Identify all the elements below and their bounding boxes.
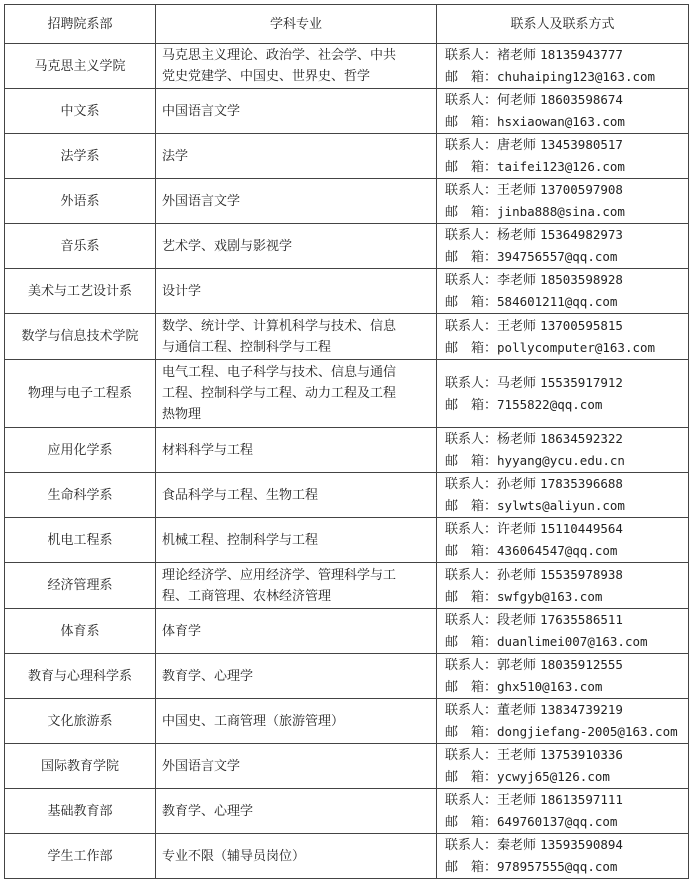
dept-cell: 教育与心理科学系 [5,654,156,699]
contact-email-line [445,856,686,878]
dept-cell: 机电工程系 [5,518,156,563]
contact-email: chuhaiping123@163.com [497,69,656,84]
contact-person-line [445,518,686,540]
contact-email: 7155822@qq.com [497,396,603,412]
contact-cell [437,563,689,609]
contact-person-line [445,44,686,66]
contact-person-line [445,834,686,856]
email-label: 邮 箱： [445,295,498,310]
table-row [5,654,689,699]
contact-name: 王老师 [497,183,537,198]
contact-email: taifei123@126.com [497,159,625,174]
email-label: 邮 箱： [445,115,498,130]
contact-email: pollycomputer@163.com [497,339,656,355]
contact-person-line [445,699,686,721]
contact-person-line [445,744,686,766]
contact-name: 孙老师 [497,567,537,583]
contact-label: 联系人： [445,93,498,108]
dept-cell: 物理与电子工程系 [5,360,156,428]
contact-email-line [445,631,686,653]
contact-label: 联系人： [445,703,498,718]
contact-cell [437,314,689,360]
subject-cell [156,428,437,473]
contact-phone: 15364982973 [540,227,623,242]
table-row [5,314,689,360]
contact-cell [437,654,689,699]
subject-cell [156,473,437,518]
contact-label: 联系人： [445,748,498,763]
subject-line: 专业不限（辅导员岗位） [162,848,306,864]
contact-cell [437,134,689,179]
subject-cell [156,314,437,360]
contact-person-line [445,564,686,586]
contact-cell [437,224,689,269]
contact-label: 联系人： [445,183,498,198]
contact-label: 联系人： [445,658,498,673]
contact-name: 郭老师 [497,658,537,673]
contact-label: 联系人： [445,318,498,334]
email-label: 邮 箱： [445,725,498,740]
contact-cell [437,89,689,134]
subject-line: 热物理 [162,407,202,422]
contact-phone: 13593590894 [540,837,623,852]
contact-email-line [445,246,686,268]
subject-cell [156,134,437,179]
email-label: 邮 箱： [445,160,498,175]
contact-label: 联系人： [445,48,498,63]
table-row [5,428,689,473]
dept-cell: 生命科学系 [5,473,156,518]
dept-cell: 基础教育部 [5,789,156,834]
contact-name: 段老师 [497,613,537,628]
contact-email-line [445,495,686,517]
subject-line: 外国语言文学 [162,758,241,774]
contact-cell [437,789,689,834]
subject-line: 工程、控制科学与工程、动力工程及工程 [162,386,397,401]
contact-phone: 18503598928 [540,272,623,287]
subject-line: 电气工程、电子科学与技术、信息与通信 [162,365,397,380]
contact-person-line [445,315,686,337]
dept-cell: 经济管理系 [5,563,156,609]
contact-phone: 17835396688 [540,476,623,491]
contact-email: 584601211@qq.com [497,294,618,309]
subject-line: 材料科学与工程 [162,442,254,458]
dept-cell: 文化旅游系 [5,699,156,744]
contact-phone: 13834739219 [540,702,623,717]
dept-cell: 法学系 [5,134,156,179]
contact-person-line [445,789,686,811]
contact-person-line [445,179,686,201]
contact-name: 秦老师 [497,838,537,853]
email-label: 邮 箱： [445,250,498,265]
contact-person-line [445,134,686,156]
contact-label: 联系人： [445,228,498,243]
contact-cell [437,699,689,744]
dept-cell: 美术与工艺设计系 [5,269,156,314]
contact-phone: 18603598674 [540,92,623,107]
email-label: 邮 箱： [445,770,498,785]
table-row [5,473,689,518]
subject-line: 体育学 [162,623,202,639]
subject-line: 理论经济学、应用经济学、管理科学与工 [162,567,397,583]
contact-cell [437,518,689,563]
contact-name: 李老师 [497,273,537,288]
header-row [5,5,689,44]
contact-name: 唐老师 [497,138,537,153]
contact-name: 马老师 [497,375,537,391]
contact-phone: 13753910336 [540,747,623,762]
contact-name: 王老师 [497,748,537,763]
contact-person-line [445,269,686,291]
contact-person-line [445,473,686,495]
contact-phone: 18035912555 [540,657,623,672]
subject-cell [156,744,437,789]
dept-cell: 数学与信息技术学院 [5,314,156,360]
table-row [5,563,689,609]
email-label: 邮 箱： [445,589,498,605]
contact-label: 联系人： [445,567,498,583]
contact-email: jinba888@sina.com [497,204,625,219]
subject-line: 教育学、心理学 [162,668,254,684]
contact-phone: 13700597908 [540,182,623,197]
contact-email: 649760137@qq.com [497,814,618,829]
header-subject: 学科专业 [156,5,437,44]
contact-name: 王老师 [497,318,537,334]
dept-cell: 马克思主义学院 [5,44,156,89]
contact-cell [437,360,689,428]
dept-cell: 国际教育学院 [5,744,156,789]
subject-cell [156,834,437,879]
subject-line: 机械工程、控制科学与工程 [162,532,319,548]
subject-cell [156,789,437,834]
subject-cell [156,224,437,269]
table-row [5,44,689,89]
table-row [5,89,689,134]
subject-line: 教育学、心理学 [162,803,254,819]
contact-email-line [445,676,686,698]
contact-email-line [445,111,686,133]
contact-email-line [445,156,686,178]
header-dept: 招聘院系部 [5,5,156,44]
email-label: 邮 箱： [445,499,498,514]
table-row [5,789,689,834]
contact-cell [437,179,689,224]
contact-label: 联系人： [445,375,498,391]
contact-cell [437,744,689,789]
contact-email-line [445,66,686,88]
email-label: 邮 箱： [445,815,498,830]
contact-email-line [445,394,686,416]
table-row [5,179,689,224]
subject-cell [156,179,437,224]
table-row [5,744,689,789]
subject-line: 党史党建学、中国史、世界史、哲学 [162,69,371,84]
contact-name: 董老师 [497,703,537,718]
contact-email: ycwyj65@126.com [497,769,610,784]
contact-label: 联系人： [445,273,498,288]
contact-person-line [445,428,686,450]
subject-line: 食品科学与工程、生物工程 [162,487,319,503]
table-row [5,134,689,179]
subject-cell [156,563,437,609]
subject-cell [156,269,437,314]
contact-name: 杨老师 [497,432,537,447]
table-row [5,834,689,879]
contact-email: dongjiefang-2005@163.com [497,724,678,739]
contact-email: swfgyb@163.com [497,588,603,604]
subject-cell [156,699,437,744]
contact-email: duanlimei007@163.com [497,634,648,649]
subject-line: 中国史、工商管理（旅游管理） [162,713,345,729]
subject-cell [156,360,437,428]
subject-cell [156,89,437,134]
email-label: 邮 箱： [445,340,498,356]
contact-label: 联系人： [445,838,498,853]
contact-person-line [445,89,686,111]
contact-email: sylwts@aliyun.com [497,498,625,513]
contact-phone: 18135943777 [540,47,623,62]
email-label: 邮 箱： [445,397,498,413]
contact-email-line [445,586,686,608]
subject-line: 中国语言文学 [162,103,241,119]
contact-label: 联系人： [445,522,498,537]
subject-line: 设计学 [162,283,202,299]
subject-cell [156,518,437,563]
contact-phone: 15110449564 [540,521,623,536]
contact-label: 联系人： [445,613,498,628]
dept-cell: 外语系 [5,179,156,224]
contact-email: hyyang@ycu.edu.cn [497,453,625,468]
contact-name: 孙老师 [497,477,537,492]
contact-name: 杨老师 [497,228,537,243]
contact-email: ghx510@163.com [497,679,603,694]
contact-email: 436064547@qq.com [497,543,618,558]
table-row [5,699,689,744]
contact-person-line [445,609,686,631]
email-label: 邮 箱： [445,680,498,695]
contact-email: hsxiaowan@163.com [497,114,625,129]
subject-cell [156,654,437,699]
contact-name: 褚老师 [497,48,537,63]
contact-name: 许老师 [497,522,537,537]
contact-phone: 15535978938 [540,566,623,582]
contact-email: 978957555@qq.com [497,859,618,874]
table-row [5,269,689,314]
contact-person-line [445,372,686,394]
subject-cell [156,44,437,89]
dept-cell: 中文系 [5,89,156,134]
contact-cell [437,269,689,314]
contact-email-line [445,721,686,743]
dept-cell: 学生工作部 [5,834,156,879]
subject-line: 艺术学、戏剧与影视学 [162,238,293,254]
contact-email-line [445,540,686,562]
table-row [5,609,689,654]
dept-cell: 音乐系 [5,224,156,269]
contact-label: 联系人： [445,793,498,808]
dept-cell: 体育系 [5,609,156,654]
contact-cell [437,428,689,473]
contact-phone: 18634592322 [540,431,623,446]
header-contact: 联系人及联系方式 [437,5,689,44]
contact-cell [437,609,689,654]
contact-phone: 13700595815 [540,317,623,333]
contact-phone: 18613597111 [540,792,623,807]
email-label: 邮 箱： [445,544,498,559]
subject-line: 程、工商管理、农林经济管理 [162,588,332,604]
email-label: 邮 箱： [445,454,498,469]
contact-email-line [445,201,686,223]
email-label: 邮 箱： [445,205,498,220]
contact-email-line [445,337,686,359]
email-label: 邮 箱： [445,860,498,875]
email-label: 邮 箱： [445,70,498,85]
contact-phone: 17635586511 [540,612,623,627]
subject-line: 与通信工程、控制科学与工程 [162,339,332,355]
email-label: 邮 箱： [445,635,498,650]
contact-name: 何老师 [497,93,537,108]
contact-email-line [445,766,686,788]
contact-email-line [445,811,686,833]
subject-line: 数学、统计学、计算机科学与技术、信息 [162,318,397,334]
contact-person-line [445,224,686,246]
contact-cell [437,834,689,879]
contact-phone: 13453980517 [540,137,623,152]
contact-email-line [445,291,686,313]
table-row [5,224,689,269]
subject-line: 马克思主义理论、政治学、社会学、中共 [162,48,397,63]
contact-label: 联系人： [445,138,498,153]
contact-phone: 15535917912 [540,374,623,390]
table-row [5,360,689,428]
contact-label: 联系人： [445,477,498,492]
contact-label: 联系人： [445,432,498,447]
contact-email: 394756557@qq.com [497,249,618,264]
subject-line: 外国语言文学 [162,193,241,209]
recruitment-table [4,4,689,879]
subject-cell [156,609,437,654]
contact-person-line [445,654,686,676]
subject-line: 法学 [162,148,189,164]
contact-cell [437,473,689,518]
table-row [5,518,689,563]
contact-cell [437,44,689,89]
dept-cell: 应用化学系 [5,428,156,473]
contact-name: 王老师 [497,793,537,808]
contact-email-line [445,450,686,472]
